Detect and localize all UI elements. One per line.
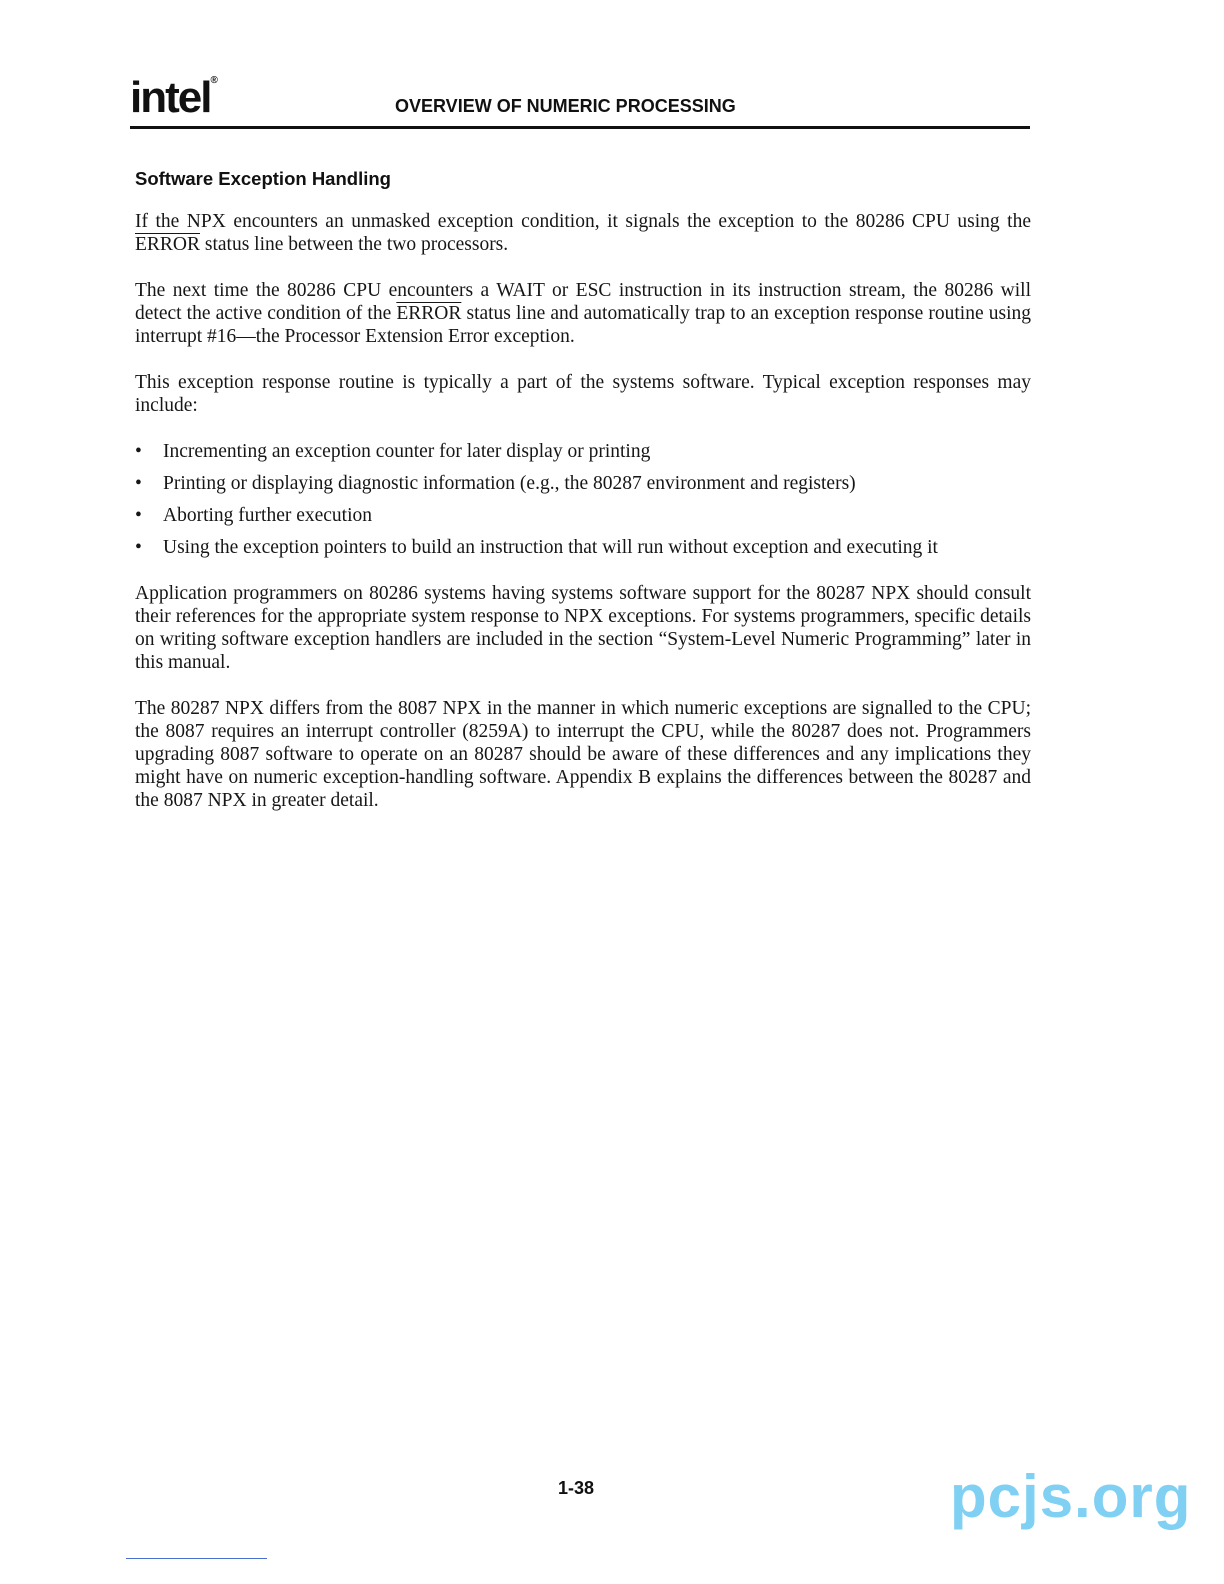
paragraph-5: The 80287 NPX differs from the 8087 NPX in the manner in which numeric exceptions are signalled to the CPU; the 8087 requires an interrupt controller (8259A) to interrupt the CPU, while the 80287 does not. Programmers upgrading 8087 software to operate on an 80287 should be aware of these differences and any implications they might have on numeric exception-handling software. Appendix B explains the differences between the 80287 and the 8087 NPX in greater detail. (135, 698, 1031, 811)
error-signal-overline: ERROR (135, 234, 201, 255)
intel-logo (130, 73, 218, 122)
pcjs-watermark: pcjs.org (950, 1463, 1192, 1530)
paragraph-2 (135, 279, 1031, 348)
paragraph-2-text-a: The next time the 80286 CPU encounters a WAIT or ESC instruction in its instruction stream, the 80286 will detect the active condition of the (135, 280, 1031, 324)
list-item: • Printing or displaying diagnostic information (e.g., the 80287 environment and registers) (135, 472, 1031, 495)
running-header-title: OVERVIEW OF NUMERIC PROCESSING (395, 96, 736, 116)
registered-mark: ® (210, 75, 218, 86)
paragraph-2-text-b: status line and automatically trap to an exception response routine using interrupt #16—the Processor Extension Error exception. (135, 303, 1031, 347)
error-signal-overline: ERROR (396, 303, 462, 324)
list-item: • Aborting further execution (135, 504, 1031, 527)
page-number: 1-38 (558, 1478, 595, 1498)
paragraph-4: Application programmers on 80286 systems having systems software support for the 80287 NPX should consult their references for the appropriate system response to NPX exceptions. For systems programmers, specific details on writing software exception handlers are included in the section “System-Level Numeric Programming” later in this manual. (135, 583, 1031, 673)
footer-rule (126, 1558, 267, 1559)
paragraph-1-text-b: status line between the two processors. (200, 234, 509, 255)
paragraph-1-text-a: If the NPX encounters an unmasked exception condition, it signals the exception to the 80286 CPU using the (135, 211, 1031, 232)
exception-response-list (135, 440, 1031, 559)
section-heading: Software Exception Handling (135, 168, 391, 189)
logo-text: intel (130, 73, 211, 122)
list-item: • Using the exception pointers to build an instruction that will run without exception and executing it (135, 536, 1031, 559)
paragraph-3: This exception response routine is typically a part of the systems software. Typical exception responses may include: (135, 372, 1031, 416)
list-item: • Incrementing an exception counter for later display or printing (135, 440, 1031, 463)
header-rule (130, 126, 1030, 129)
page-body (135, 168, 1031, 835)
paragraph-1 (135, 210, 1031, 256)
